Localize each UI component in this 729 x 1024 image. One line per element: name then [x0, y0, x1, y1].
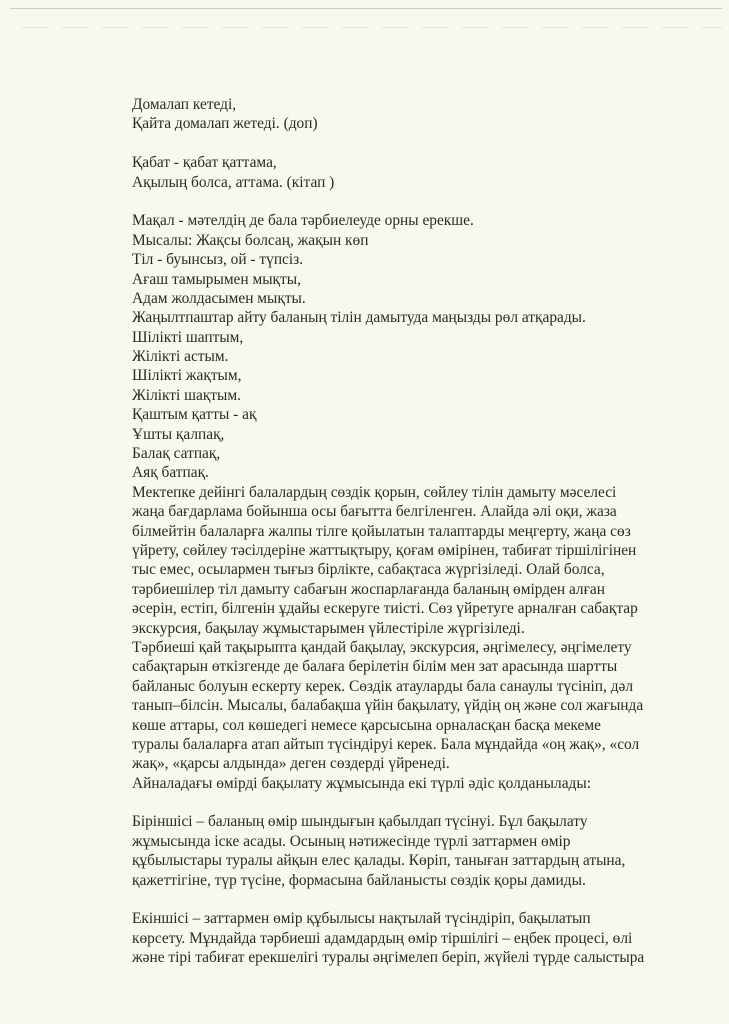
paragraph-line: және тірі табиғат ерекшелігі туралы әңгімелеп беріп, жүйелі түрде салыстыра	[132, 949, 645, 967]
riddle-2	[132, 153, 712, 192]
text-line: Қайта домалап жетеді. (доп)	[132, 115, 318, 133]
paragraph-line: Екіншісі – заттармен өмір құбылысы нақтылай түсіндіріп, бақылатып	[132, 910, 591, 928]
proverb-line: Тіл - буынсыз, ой - түпсіз.	[132, 251, 304, 269]
paragraph-line: жаңа бағдарлама бойынша осы бағытта белгіленген. Алайда әлі оқи, жаза	[132, 503, 617, 521]
text-line: Домалап кетеді,	[132, 96, 237, 113]
tongue-twisters-list	[132, 328, 712, 483]
paragraph-line: көше аттары, сол көшедегі немесе қарсысына орналасқан басқа мекеме	[132, 716, 601, 734]
paragraph-line: жұмысында іске асады. Осының нәтижесінде түрлі заттармен өмір	[132, 832, 571, 850]
paragraph-line: білмейтін балаларға жалпы тілге қойылатын талаптарды меңгерту, жаңа сөз	[132, 522, 631, 540]
paragraph-line: Тәрбиеші қай тақырыпта қандай бақылау, экскурсия, әңгімелесу, әңгімелету	[132, 638, 632, 656]
proverb-line: Адам жолдасымен мықты.	[132, 289, 306, 307]
proverbs-intro: Мақал - мәтелдің де бала тәрбиелеуде орны ерекше.	[132, 212, 474, 230]
proverb-line: Мысалы: Жақсы болсаң, жақын көп	[132, 231, 369, 249]
paragraph-line: экскурсия, бақылау жұмыстарымен үйлестіріле жүргізіледі.	[132, 619, 525, 637]
document-page	[132, 95, 712, 968]
paragraph-3	[132, 812, 712, 890]
paragraph-line: танып–білсін. Мысалы, балабақша үйін бақылату, үйдің оң және сол жағында	[132, 697, 644, 715]
paragraph-line: құбылыстары туралы айқын елес қалады. Көріп, таныған заттардың атына,	[132, 852, 626, 870]
tongue-twisters-intro: Жаңылтпаштар айту баланың тілін дамытуда маңызды рөл атқарады.	[132, 309, 586, 327]
text-line: Қабат - қабат қаттама,	[132, 154, 277, 172]
paragraph-line: Біріншісі – баланың өмір шындығын қабылдап түсінуі. Бұл бақылату	[132, 813, 588, 831]
proverbs-list	[132, 231, 712, 309]
paragraph-line: Айналадағы өмірді бақылату жұмысында екі түрлі әдіс қолданылады:	[132, 774, 591, 792]
tongue-twister-line: Балақ сатпақ,	[132, 445, 221, 463]
paragraph-line: тыс емес, осылармен тығыз бірлікте, сабақтаса жүргізіледі. Олай болса,	[132, 561, 605, 579]
paragraph-line: үйрету, сөйлеу тәсілдеріне жаттықтыру, қоғам өмірінен, табиғат тіршілігінен	[132, 541, 637, 559]
paragraph-line: қажеттігіне, түр түсіне, формасына байланысты сөздік қоры дамиды.	[132, 871, 586, 889]
tongue-twister-line: Аяқ батпақ.	[132, 464, 209, 482]
tongue-twister-line: Шілікті шаптым,	[132, 328, 244, 346]
tongue-twister-line: Қаштым қатты - ақ	[132, 406, 257, 424]
paragraph-line: жақ», «қарсы алдында» деген сөздерді үйренеді.	[132, 755, 450, 773]
riddle-1	[132, 95, 712, 134]
tongue-twister-line: Шілікті жақтым,	[132, 367, 242, 385]
text-line: Ақылың болса, аттама. (кітап )	[132, 173, 335, 191]
paragraph-4	[132, 909, 712, 967]
paragraph-2	[132, 638, 712, 793]
scan-edge-line	[10, 8, 722, 9]
scan-bleed-through	[22, 27, 722, 28]
paragraph-line: көрсету. Мұндайда тәрбиеші адамдардың өмір тіршілігі – еңбек процесі, өлі	[132, 929, 633, 947]
paragraph-line: әсерін, естіп, білгенін ұдайы ескеруге тиісті. Сөз үйретуге арналған сабақтар	[132, 600, 638, 618]
paragraph-line: Мектепке дейінгі балалардың сөздік қорын, сөйлеу тілін дамыту мәселесі	[132, 483, 617, 501]
proverb-line: Ағаш тамырымен мықты,	[132, 270, 301, 288]
paragraph-line: туралы балаларға атап айтып түсіндіруі керек. Бала мұндайда «оң жақ», «сол	[132, 735, 640, 753]
paragraph-line: тәрбиешілер тіл дамыту сабағын жоспарлағанда баланың өмірден алған	[132, 580, 605, 598]
paragraph-line: байланыс болуын ескерту керек. Сөздік атауларды бала санаулы түсініп, дәл	[132, 677, 634, 695]
paragraph-line: сабақтарын өткізгенде де балаға берілетін білім мен зат арасында шартты	[132, 658, 618, 676]
tongue-twister-line: Жілікті астым.	[132, 348, 229, 366]
tongue-twister-line: Ұшты қалпақ,	[132, 425, 225, 443]
tongue-twister-line: Жілікті шақтым.	[132, 386, 241, 404]
paragraph-1	[132, 483, 712, 638]
